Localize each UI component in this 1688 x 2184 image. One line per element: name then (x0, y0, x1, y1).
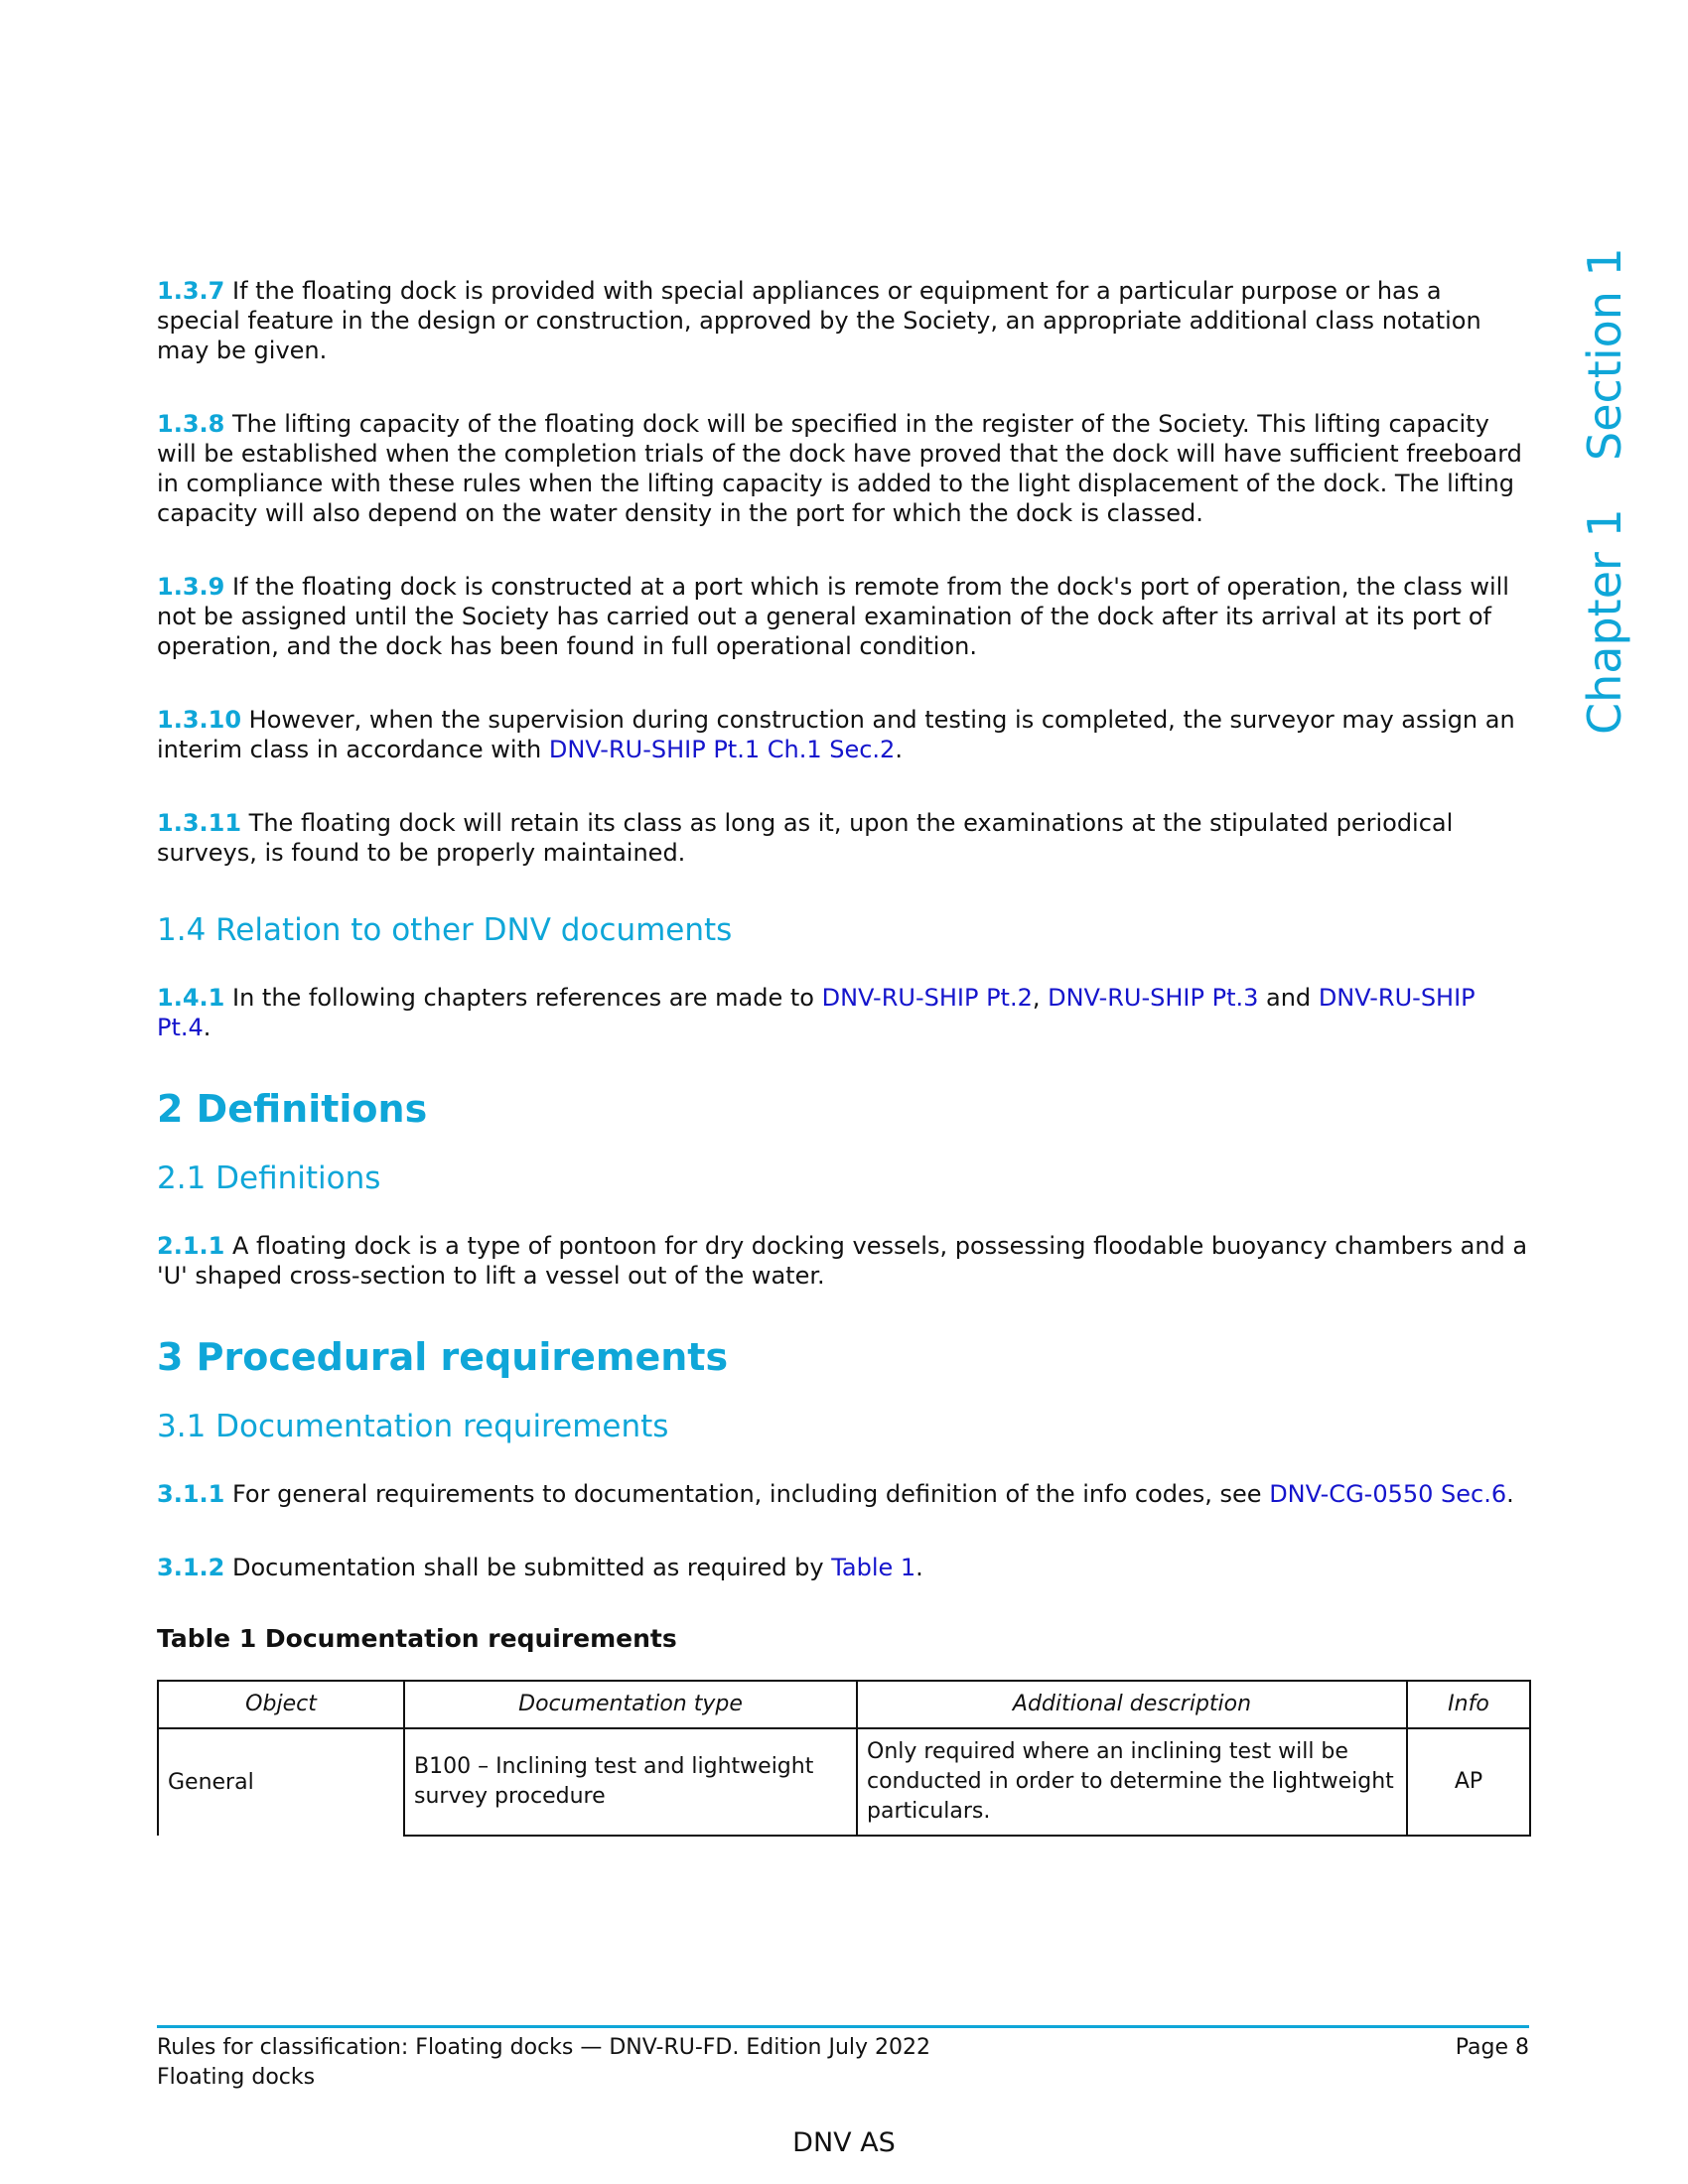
column-header-object: Object (158, 1681, 404, 1728)
link-table-1[interactable]: Table 1 (831, 1554, 916, 1581)
cell-object: General (158, 1728, 404, 1836)
side-chapter-section-label (1567, 246, 1642, 735)
paragraph-period: . (1506, 1480, 1514, 1508)
document-body (157, 276, 1529, 1837)
paragraph-number: 2.1.1 (157, 1232, 225, 1260)
paragraph-1-3-9 (157, 572, 1529, 661)
side-section-label: Section 1 (1578, 246, 1631, 461)
paragraph-text: For general requirements to documentation, including definition of the info codes, see (231, 1480, 1262, 1508)
paragraph-text: If the floating dock is constructed at a port which is remote from the dock's port of operation, the class will not be assigned until the Society has carried out a general examination of the dock after its arrival at its port of operation, and the dock has been found in full operational condition. (157, 573, 1509, 660)
paragraph-1-4-1 (157, 983, 1529, 1042)
paragraph-number: 1.4.1 (157, 984, 225, 1012)
paragraph-3-1-1 (157, 1479, 1529, 1509)
column-header-documentation-type: Documentation type (404, 1681, 857, 1728)
paragraph-number: 1.3.10 (157, 706, 242, 734)
table-caption: Table 1 Documentation requirements (157, 1624, 677, 1653)
paragraph-period: . (203, 1014, 211, 1041)
heading-3: 3 Procedural requirements (157, 1335, 729, 1379)
paragraph-1-3-10 (157, 705, 1529, 764)
documentation-requirements-table (157, 1680, 1531, 1837)
footer-page-number: Page 8 (1455, 2035, 1529, 2060)
paragraph-number: 1.3.9 (157, 573, 225, 601)
paragraph-text: A floating dock is a type of pontoon for dry docking vessels, possessing floodable buoyancy chambers and a 'U' shaped cross-section to lift a vessel out of the water. (157, 1232, 1528, 1290)
link-dnv-ru-ship-pt4[interactable]: DNV-RU-SHIP Pt.4 (157, 984, 1476, 1041)
paragraph-1-3-8 (157, 409, 1529, 528)
heading-2-1: 2.1 Definitions (157, 1160, 381, 1196)
cell-documentation-type: B100 – Inclining test and lightweight survey procedure (404, 1728, 857, 1836)
heading-1-4: 1.4 Relation to other DNV documents (157, 912, 733, 948)
paragraph-number: 1.3.7 (157, 277, 225, 305)
paragraph-text: The floating dock will retain its class as long as it, upon the examinations at the stipulated periodical surveys, is found to be properly maintained. (157, 809, 1454, 867)
paragraph-text: The lifting capacity of the floating dock will be specified in the register of the Society. This lifting capacity will be established when the completion trials of the dock have proved that the dock will have sufficient freeboard in compliance with these rules when the lifting capacity is added to the light displacement of the dock. The lifting capacity will also depend on the water density in the port for which the dock is classed. (157, 410, 1522, 527)
link-dnv-ru-ship-pt2[interactable]: DNV-RU-SHIP Pt.2 (821, 984, 1033, 1012)
separator-comma: , (1032, 984, 1041, 1012)
paragraph-1-3-11 (157, 808, 1529, 868)
paragraph-3-1-2 (157, 1553, 1529, 1582)
paragraph-number: 3.1.1 (157, 1480, 225, 1508)
paragraph-text: If the floating dock is provided with special appliances or equipment for a particular purpose or has a special feature in the design or construction, approved by the Society, an appropriate additional class notation may be given. (157, 277, 1481, 364)
footer-subtitle: Floating docks (157, 2065, 316, 2090)
side-chapter-label: Chapter 1 (1578, 508, 1631, 735)
column-header-additional-description: Additional description (857, 1681, 1407, 1728)
paragraph-text: Documentation shall be submitted as required by (231, 1554, 824, 1581)
table-row (158, 1728, 1530, 1836)
cell-additional-description: Only required where an inclining test will be conducted in order to determine the lightweight particulars. (857, 1728, 1407, 1836)
paragraph-number: 1.3.8 (157, 410, 225, 438)
paragraph-text: However, when the supervision during construction and testing is completed, the surveyor may assign an interim class in accordance with (157, 706, 1515, 763)
link-dnv-ru-ship-pt1-ch1-sec2[interactable]: DNV-RU-SHIP Pt.1 Ch.1 Sec.2 (548, 736, 896, 763)
heading-2: 2 Definitions (157, 1087, 428, 1131)
paragraph-2-1-1 (157, 1231, 1529, 1291)
link-dnv-cg-0550-sec6[interactable]: DNV-CG-0550 Sec.6 (1269, 1480, 1507, 1508)
heading-3-1: 3.1 Documentation requirements (157, 1409, 669, 1444)
paragraph-number: 1.3.11 (157, 809, 242, 837)
paragraph-period: . (915, 1554, 923, 1581)
cell-info: AP (1407, 1728, 1530, 1836)
paragraph-1-3-7 (157, 276, 1529, 365)
footer-divider (157, 2025, 1529, 2028)
column-header-info: Info (1407, 1681, 1530, 1728)
paragraph-period: . (895, 736, 903, 763)
table-header-row (158, 1681, 1530, 1728)
footer-document-title: Rules for classification: Floating docks — DNV-RU-FD. Edition July 2022 (157, 2035, 931, 2060)
paragraph-text: In the following chapters references are made to (231, 984, 814, 1012)
footer-publisher: DNV AS (792, 2127, 896, 2158)
link-dnv-ru-ship-pt3[interactable]: DNV-RU-SHIP Pt.3 (1048, 984, 1259, 1012)
separator-and: and (1266, 984, 1312, 1012)
paragraph-number: 3.1.2 (157, 1554, 225, 1581)
